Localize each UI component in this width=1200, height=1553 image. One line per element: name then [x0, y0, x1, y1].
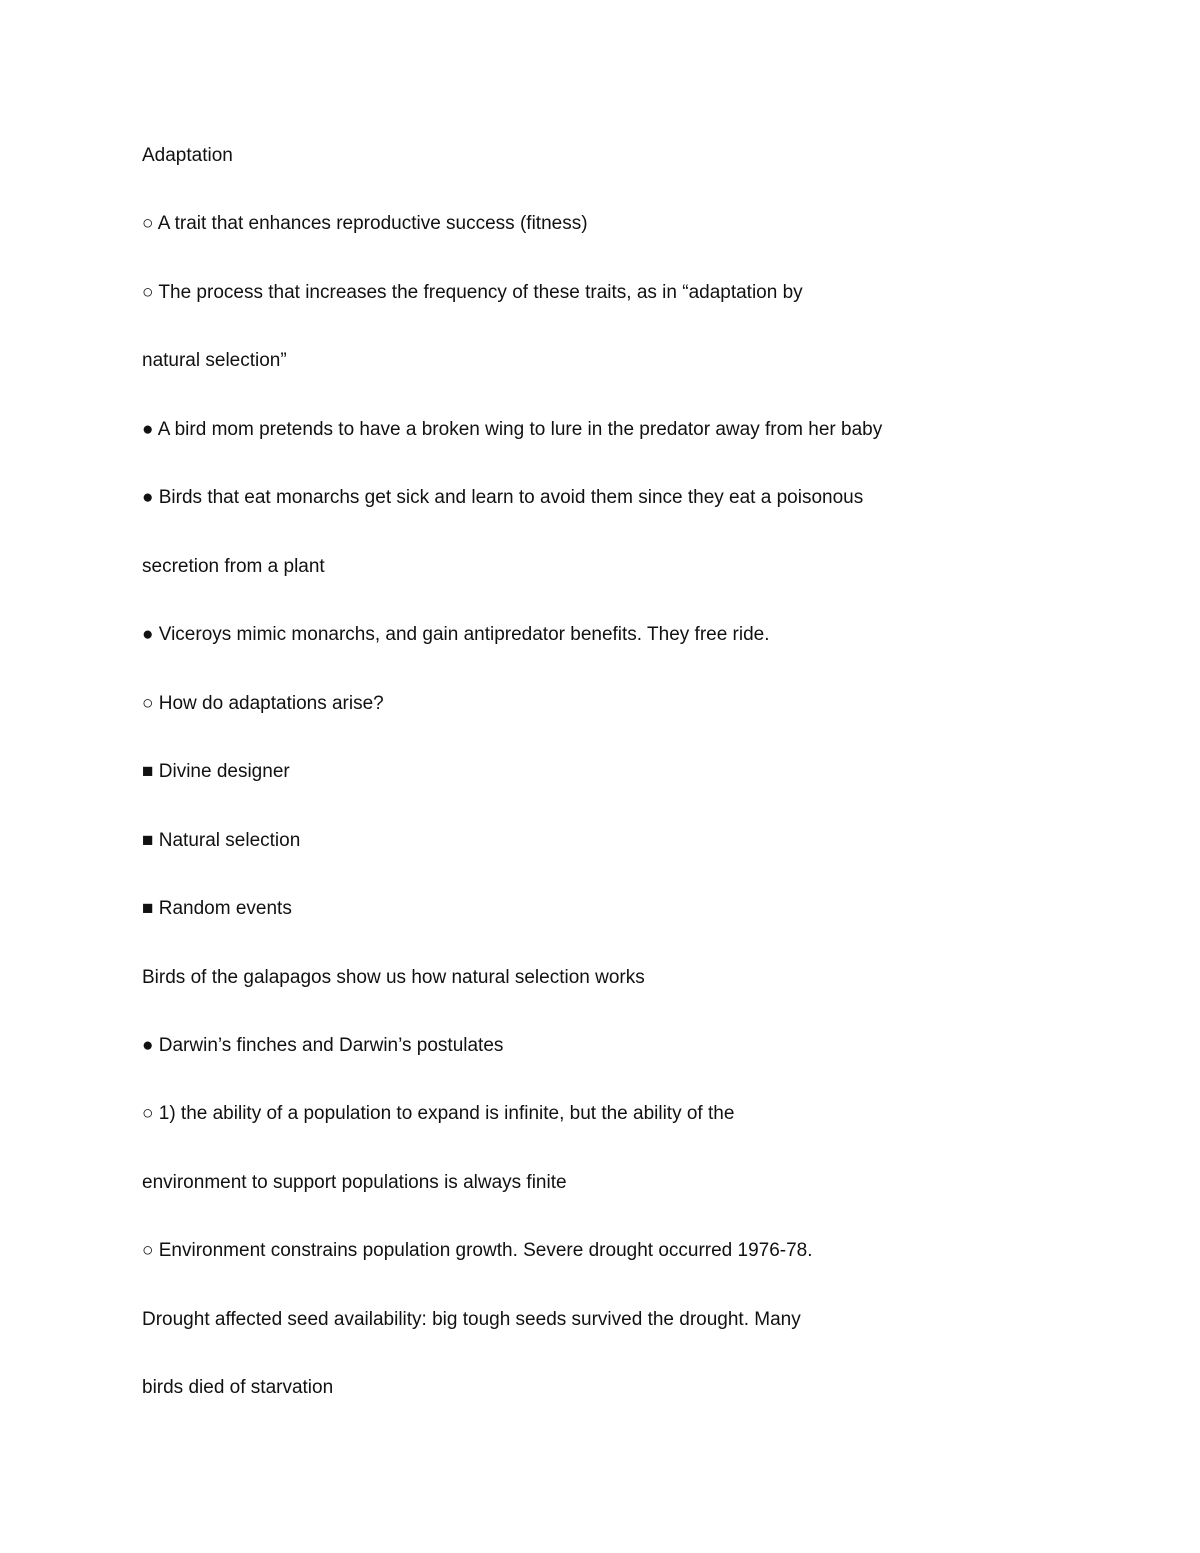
text-line: ■ Random events [142, 898, 292, 919]
text-line: ● Viceroys mimic monarchs, and gain antipredator benefits. They free ride. [142, 624, 770, 645]
text-line: ○ How do adaptations arise? [142, 693, 384, 714]
text-line: ● Birds that eat monarchs get sick and learn to avoid them since they eat a poisonous [142, 487, 864, 508]
text-line: natural selection” [142, 350, 287, 371]
text-line: ○ A trait that enhances reproductive success (fitness) [142, 213, 588, 234]
heading-galapagos: Birds of the galapagos show us how natural selection works [142, 967, 645, 988]
text-line: birds died of starvation [142, 1377, 334, 1398]
text-line: ● A bird mom pretends to have a broken wing to lure in the predator away from her baby [142, 419, 883, 440]
text-line: ○ 1) the ability of a population to expand is infinite, but the ability of the [142, 1103, 735, 1124]
text-line: ■ Natural selection [142, 830, 301, 851]
text-line: environment to support populations is always finite [142, 1172, 567, 1193]
text-line: ● Darwin’s finches and Darwin’s postulates [142, 1035, 504, 1056]
text-line: ○ Environment constrains population growth. Severe drought occurred 1976-78. [142, 1240, 813, 1261]
text-line: Drought affected seed availability: big tough seeds survived the drought. Many [142, 1309, 801, 1330]
text-line: ○ The process that increases the frequency of these traits, as in “adaptation by [142, 282, 803, 303]
heading-adaptation: Adaptation [142, 145, 233, 166]
text-line: ■ Divine designer [142, 761, 290, 782]
text-line: secretion from a plant [142, 556, 325, 577]
